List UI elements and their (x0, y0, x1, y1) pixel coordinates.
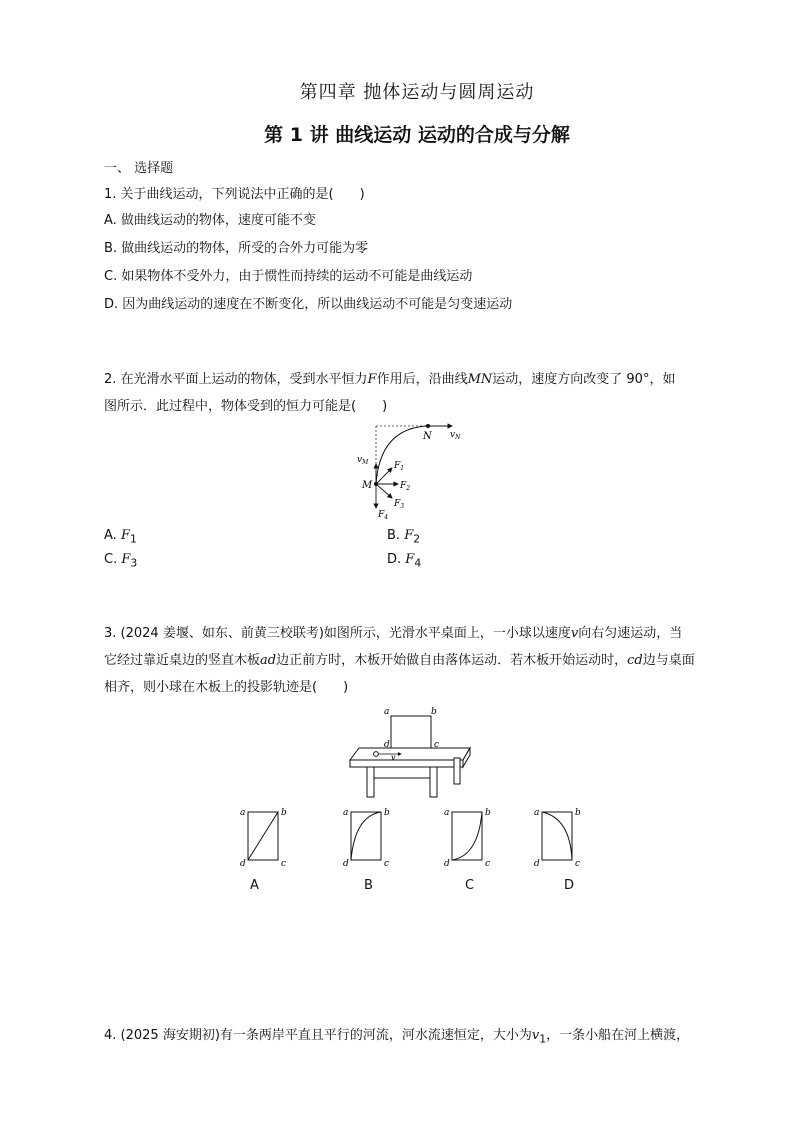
q2-stem-line2: 图所示．此过程中，物体受到的恒力可能是( ) (104, 399, 388, 414)
q3-choice-b-figure (339, 802, 391, 870)
svg-text:v: v (391, 753, 396, 762)
svg-text:a: a (444, 808, 450, 818)
svg-text:c: c (384, 859, 390, 869)
section-title: 一、 选择题 (104, 161, 174, 176)
q2-option-a: A. $F_1$ (104, 528, 137, 546)
force-f1-arrow (376, 468, 392, 484)
q2-option-c: C. $F_3$ (104, 552, 138, 570)
svg-text:d: d (534, 859, 540, 869)
svg-text:a: a (384, 707, 390, 717)
q3-stem-line3: 相齐，则小球在木板上的投影轨迹是( ) (104, 680, 349, 695)
svg-text:b: b (431, 707, 437, 717)
label-n: N (423, 431, 432, 442)
q3-choice-b-label: B (364, 878, 373, 893)
q1-option-b: B. 做曲线运动的物体，所受的合外力可能为零 (104, 241, 369, 256)
svg-text:a: a (240, 808, 246, 818)
svg-text:b: b (575, 808, 581, 818)
label-vm: $v_M$ (357, 455, 369, 466)
q1-stem: 1. 关于曲线运动，下列说法中正确的是( ) (104, 187, 365, 202)
svg-text:b: b (384, 808, 390, 818)
svg-text:b: b (485, 808, 491, 818)
table-leg-front-left (367, 767, 374, 797)
svg-text:d: d (384, 740, 390, 750)
q2-force-diagram (350, 420, 470, 520)
curve-mn (376, 426, 428, 484)
q3-choice-c-figure (440, 802, 492, 870)
svg-text:c: c (485, 859, 491, 869)
table-leg-front-right (430, 767, 437, 797)
label-f2: $F_2$ (400, 481, 411, 492)
q2-option-b: B. $F_2$ (387, 528, 421, 546)
table-front-edge (350, 760, 463, 767)
svg-text:d: d (240, 859, 246, 869)
table-top (350, 748, 470, 760)
q3-stem-line2: 它经过靠近桌边的竖直木板ad边正前方时，木板开始做自由落体运动．若木板开始运动时，cd边与桌面 (104, 653, 695, 668)
label-f1: $F_1$ (394, 461, 405, 472)
q3-choice-a-label: A (250, 878, 259, 893)
q1-option-d: D. 因为曲线运动的速度在不断变化，所以曲线运动不可能是匀变速运动 (104, 297, 513, 312)
svg-text:d: d (343, 859, 349, 869)
q1-option-c: C. 如果物体不受外力，由于惯性而持续的运动不可能是曲线运动 (104, 269, 473, 284)
svg-text:b: b (281, 808, 287, 818)
q1-option-a: A. 做曲线运动的物体，速度可能不变 (104, 213, 316, 228)
q3-choice-a-figure (236, 802, 288, 870)
q3-choice-c-label: C (465, 878, 475, 893)
label-vn: $v_N$ (450, 430, 461, 441)
svg-text:a: a (343, 808, 349, 818)
label-m: M (362, 480, 373, 491)
force-f3-arrow (376, 484, 392, 498)
label-f4: $F_4$ (378, 510, 389, 520)
label-f3: $F_3$ (394, 499, 405, 510)
svg-text:c: c (434, 740, 440, 750)
svg-text:a: a (534, 808, 540, 818)
q4-stem: 4. (2025 海安期初)有一条两岸平直且平行的河流，河水流速恒定，大小为$v_1$，一条小船在河上横渡， (104, 1028, 690, 1046)
chapter-title: 第四章 抛体运动与圆周运动 (299, 82, 535, 103)
q3-stem: 3. (2024 姜堰、如东、前黄三校联考)如图所示，光滑水平桌面上，一小球以速度v向右匀速运动，当 (104, 626, 683, 641)
svg-text:c: c (575, 859, 581, 869)
svg-text:c: c (281, 859, 287, 869)
q3-table-diagram (345, 700, 475, 802)
board-abcd (391, 716, 431, 748)
lesson-title: 第 1 讲 曲线运动 运动的合成与分解 (264, 124, 570, 146)
svg-text:d: d (444, 859, 450, 869)
ball (374, 752, 379, 757)
q2-option-d: D. $F_4$ (387, 552, 422, 570)
table-leg-back-right (454, 758, 460, 784)
q3-choice-d-label: D (564, 878, 575, 893)
q2-stem: 2. 在光滑水平面上运动的物体，受到水平恒力F作用后，沿曲线MN运动，速度方向改变了 90°，如 (104, 372, 676, 387)
q3-choice-d-figure (530, 802, 582, 870)
